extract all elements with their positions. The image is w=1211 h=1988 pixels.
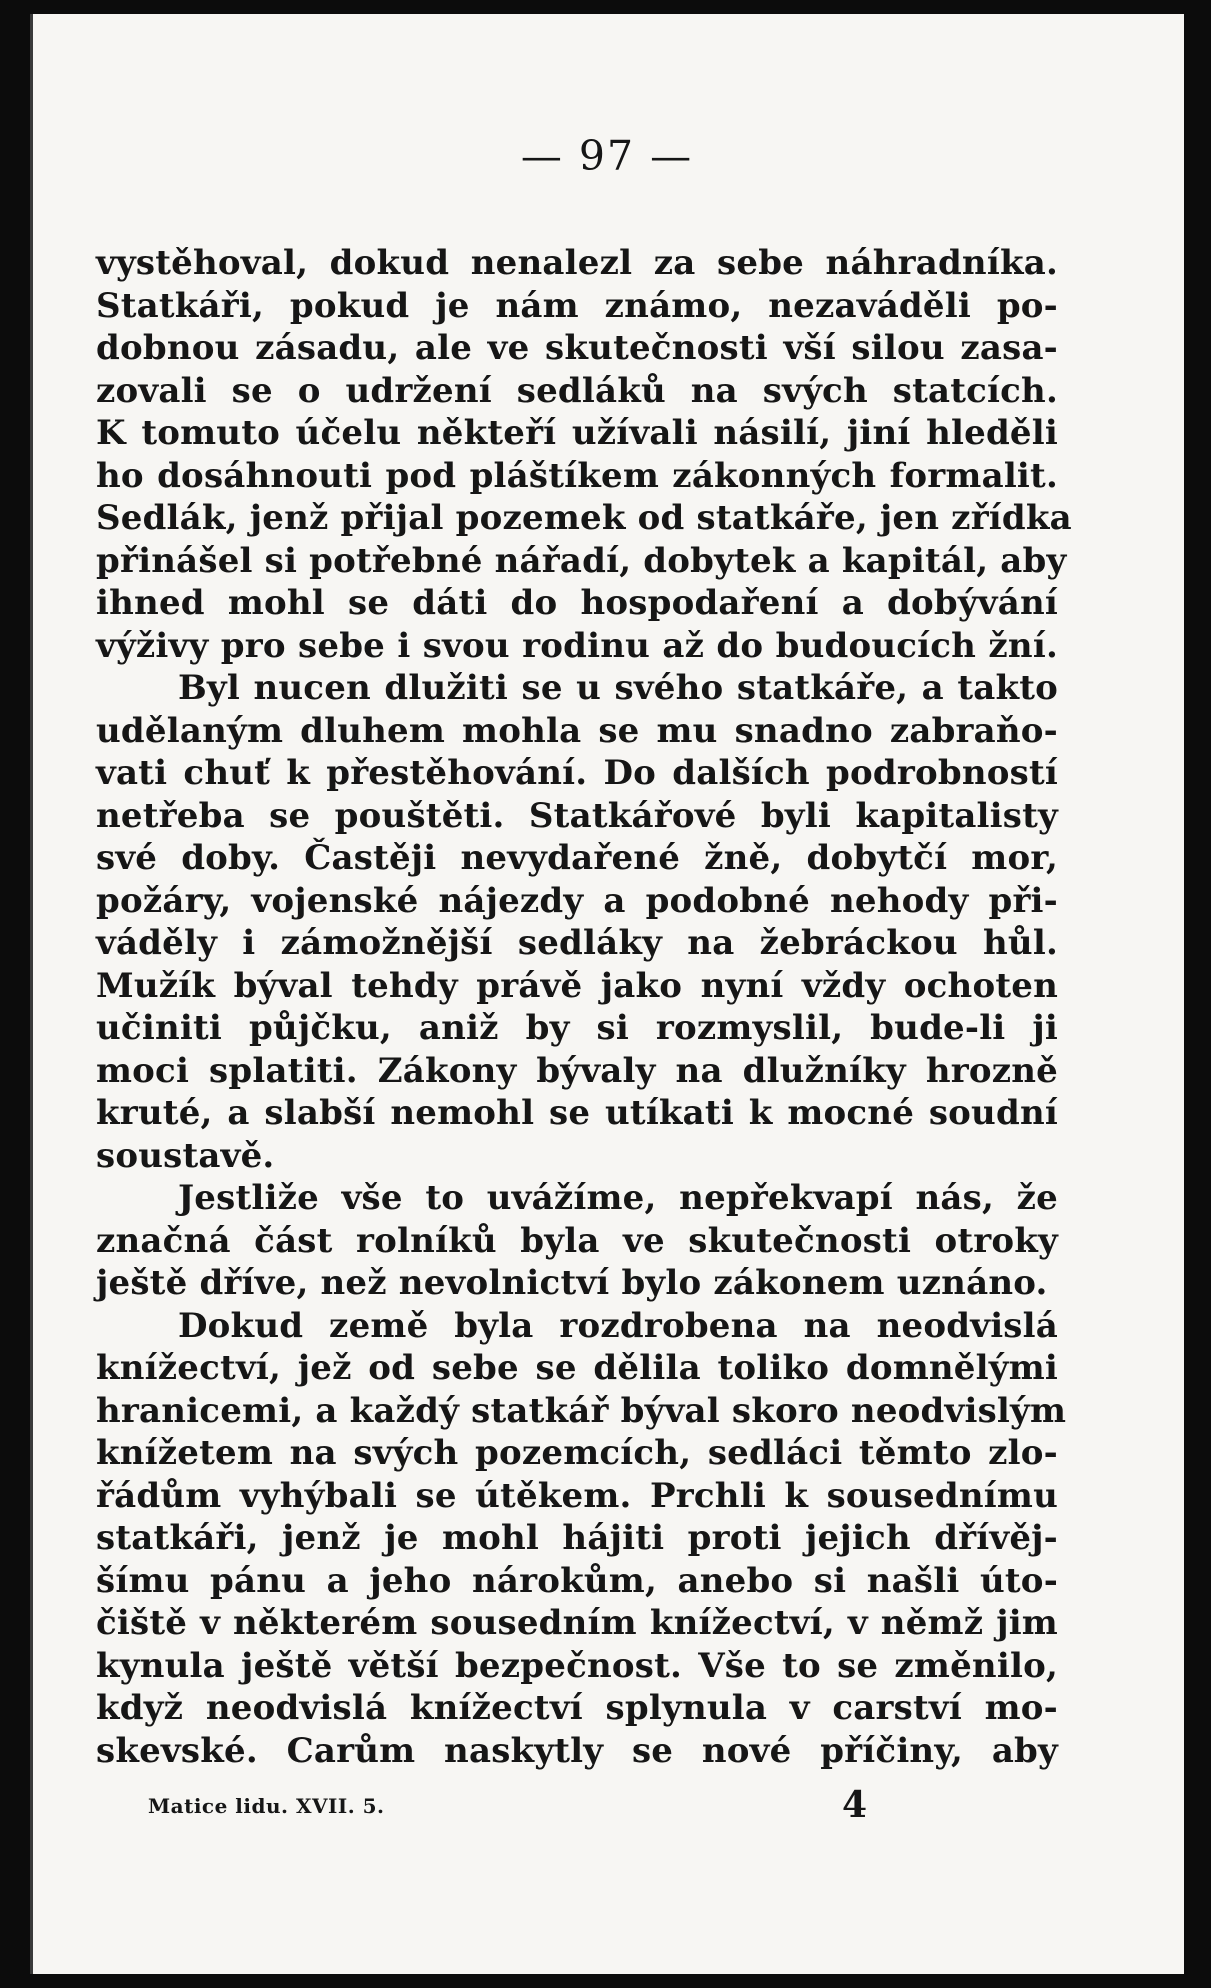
text-line: Statkáři, pokud je nám známo, nezaváděli po- [96, 285, 1058, 326]
text-line: své doby. Častěji nevydařené žně, dobytčí mor, [96, 838, 1058, 878]
text-line: hranicemi, a každý statkář býval skoro neodvislým [96, 1390, 1067, 1431]
text-line: statkáři, jenž je mohl hájiti proti jejich dřívěj- [96, 1518, 1058, 1558]
book-page [30, 14, 1184, 1974]
text-line: Dokud země byla rozdrobena na neodvislá [178, 1305, 1058, 1346]
text-line: šímu pánu a jeho nárokům, anebo si našli úto- [96, 1560, 1058, 1601]
footer-signature: Matice lidu. XVII. 5. [148, 1794, 385, 1818]
text-line: značná část rolníků byla ve skutečnosti otroky [96, 1220, 1058, 1261]
text-line: netřeba se pouštěti. Statkářové byli kapitalisty [96, 795, 1058, 836]
text-line: vystěhoval, dokud nenalezl za sebe náhradníka. [96, 243, 1058, 283]
text-line: vati chuť k přestěhování. Do dalších podrobností [96, 753, 1058, 793]
text-line: K tomuto účelu někteří užívali násilí, jiní hleděli [96, 413, 1058, 453]
page-edge [30, 14, 33, 1974]
text-line: moci splatiti. Zákony bývaly na dlužníky hrozně [96, 1050, 1058, 1091]
text-line: kynula ještě větší bezpečnost. Vše to se změnilo, [96, 1645, 1058, 1686]
text-line: ještě dříve, než nevolnictví bylo zákonem uznáno. [96, 1263, 1048, 1303]
body-text [96, 242, 1072, 1772]
text-line: Sedlák, jenž přijal pozemek od statkáře, jen zřídka [96, 498, 1072, 538]
text-line: udělaným dluhem mohla se mu snadno zabraňo- [96, 710, 1058, 751]
page-number: — 97 — [520, 132, 694, 180]
text-line: když neodvislá knížectví splynula v carství mo- [96, 1688, 1058, 1728]
text-line: ihned mohl se dáti do hospodaření a dobývání [96, 583, 1058, 623]
text-line: knížetem na svých pozemcích, sedláci těmto zlo- [96, 1433, 1058, 1473]
text-line: dobnou zásadu, ale ve skutečnosti vší silou zasa- [96, 328, 1058, 368]
text-line: požáry, vojenské nájezdy a podobné nehody při- [96, 880, 1058, 921]
text-line: výživy pro sebe i svou rodinu až do budoucích žní. [96, 625, 1058, 666]
text-line: přinášel si potřebné nářadí, dobytek a kapitál, aby [96, 540, 1067, 581]
text-line: čiště v některém sousedním knížectví, v němž jim [96, 1603, 1058, 1643]
footer-sheet-number: 4 [842, 1784, 868, 1826]
text-line: soustavě. [96, 1135, 275, 1176]
text-line: Mužík býval tehdy právě jako nyní vždy ochoten [96, 965, 1058, 1006]
text-line: skevské. Carům naskytly se nové příčiny, aby [96, 1730, 1058, 1771]
text-line: Jestliže vše to uvážíme, nepřekvapí nás, že [178, 1178, 1058, 1218]
text-line: Byl nucen dlužiti se u svého statkáře, a takto [178, 668, 1058, 708]
text-line: ho dosáhnouti pod pláštíkem zákonných formalit. [96, 455, 1058, 496]
text-line: zovali se o udržení sedláků na svých statcích. [96, 370, 1058, 411]
text-line: řádům vyhýbali se útěkem. Prchli k sousednímu [96, 1475, 1058, 1516]
text-line: knížectví, jež od sebe se dělila toliko domnělými [96, 1348, 1058, 1388]
text-line: kruté, a slabší nemohl se utíkati k mocné soudní [96, 1093, 1058, 1133]
text-line: váděly i zámožnější sedláky na žebráckou hůl. [96, 923, 1058, 963]
text-line: učiniti půjčku, aniž by si rozmyslil, bude-li ji [96, 1008, 1058, 1048]
